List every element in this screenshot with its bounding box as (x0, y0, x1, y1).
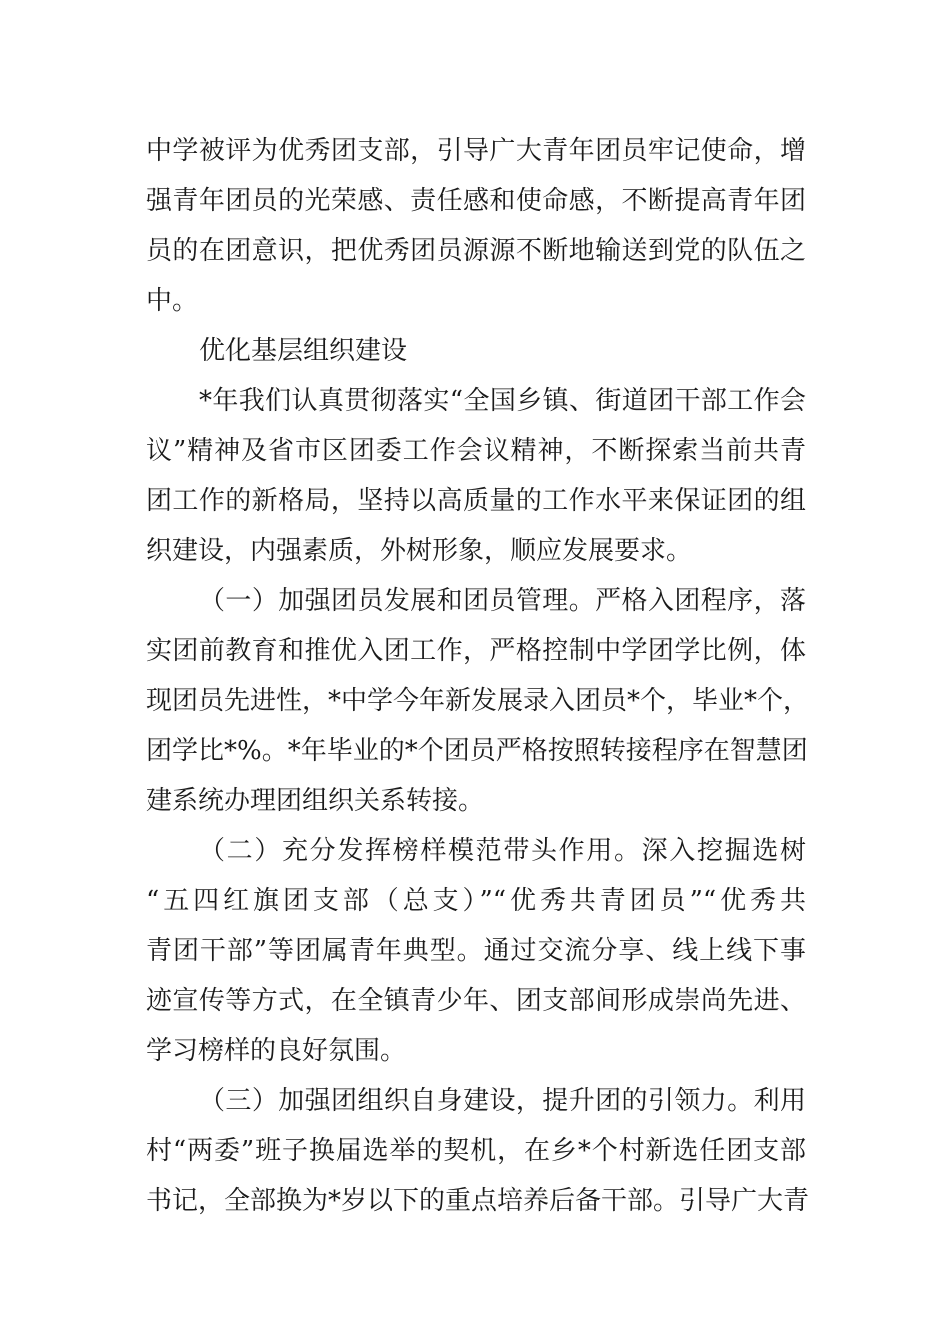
text-line: 村“两委”班子换届选举的契机，在乡*个村新选任团支部 (146, 1136, 806, 1166)
text-line: 实团前教育和推优入团工作，严格控制中学团学比例，体 (146, 636, 806, 666)
text-line: （二）充分发挥榜样模范带头作用。深入挖掘选树 (199, 836, 806, 866)
text-line: 中学被评为优秀团支部，引导广大青年团员牢记使命，增 (146, 136, 806, 166)
text-line: 团学比*%。*年毕业的*个团员严格按照转接程序在智慧团 (146, 736, 808, 766)
text-line: “五四红旗团支部（总支）”“优秀共青团员”“优秀共 (146, 886, 806, 916)
text-line: 学习榜样的良好氛围。 (146, 1036, 407, 1066)
text-line: 书记，全部换为*岁以下的重点培养后备干部。引导广大青 (146, 1186, 810, 1216)
text-line: 中。 (146, 286, 199, 316)
section-heading: 优化基层组织建设 (199, 336, 408, 366)
text-line: （一）加强团员发展和团员管理。严格入团程序，落 (199, 586, 806, 616)
text-line: （三）加强团组织自身建设，提升团的引领力。利用 (199, 1086, 806, 1116)
text-line: 建系统办理团组织关系转接。 (146, 786, 485, 816)
text-line: 织建设，内强素质，外树形象，顺应发展要求。 (146, 536, 693, 566)
text-line: 议”精神及省市区团委工作会议精神，不断探索当前共青 (146, 436, 806, 466)
text-line: 现团员先进性，*中学今年新发展录入团员*个，毕业*个， (146, 686, 810, 716)
text-line: 强青年团员的光荣感、责任感和使命感，不断提高青年团 (146, 186, 806, 216)
text-line: 团工作的新格局，坚持以高质量的工作水平来保证团的组 (146, 486, 806, 516)
text-line: 员的在团意识，把优秀团员源源不断地输送到党的队伍之 (146, 236, 806, 266)
text-line: *年我们认真贯彻落实“全国乡镇、街道团干部工作会 (199, 386, 806, 416)
text-line: 青团干部”等团属青年典型。通过交流分享、线上线下事 (146, 936, 806, 966)
text-line: 迹宣传等方式，在全镇青少年、团支部间形成崇尚先进、 (146, 986, 806, 1016)
